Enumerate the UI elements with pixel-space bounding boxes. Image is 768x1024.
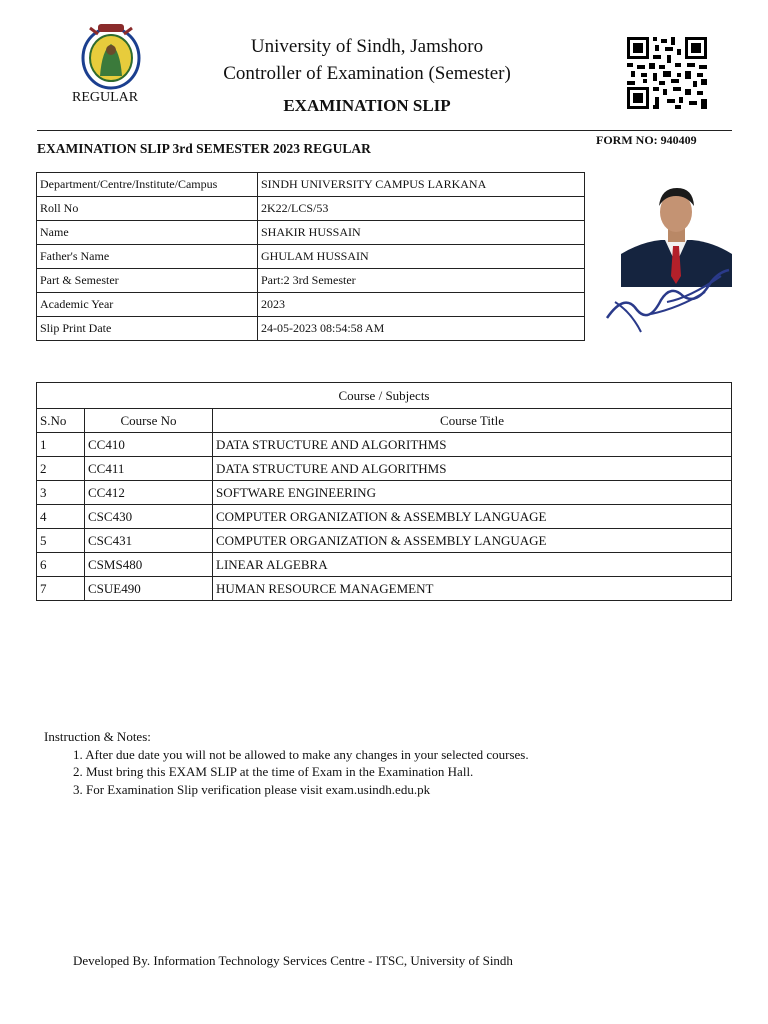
- footer-credit: Developed By. Information Technology Services Centre - ITSC, University of Sindh: [73, 953, 513, 968]
- info-row: [37, 221, 585, 245]
- course-sno: 1: [37, 433, 85, 457]
- course-row: [37, 553, 732, 577]
- controller-title: Controller of Examination (Semester): [223, 63, 511, 84]
- header-sno: S.No: [37, 409, 85, 433]
- info-label: Slip Print Date: [37, 317, 258, 341]
- course-number: CC411: [85, 457, 213, 481]
- course-title: COMPUTER ORGANIZATION & ASSEMBLY LANGUAGE: [213, 505, 732, 529]
- info-row: [37, 269, 585, 293]
- course-title: LINEAR ALGEBRA: [213, 553, 732, 577]
- course-title: HUMAN RESOURCE MANAGEMENT: [213, 577, 732, 601]
- course-title: SOFTWARE ENGINEERING: [213, 481, 732, 505]
- instruction-item: 2. Must bring this EXAM SLIP at the time of Exam in the Examination Hall.: [73, 764, 474, 779]
- info-label: Department/Centre/Institute/Campus: [37, 173, 258, 197]
- course-number: CC412: [85, 481, 213, 505]
- instructions-title: Instruction & Notes:: [44, 729, 151, 744]
- course-row: [37, 577, 732, 601]
- course-title: DATA STRUCTURE AND ALGORITHMS: [213, 457, 732, 481]
- info-row: [37, 197, 585, 221]
- instruction-item: 1. After due date you will not be allowed to make any changes in your selected courses.: [73, 746, 529, 762]
- course-number: CSMS480: [85, 553, 213, 577]
- instructions: [44, 728, 529, 798]
- info-label: Roll No: [37, 197, 258, 221]
- course-row: [37, 529, 732, 553]
- course-title: DATA STRUCTURE AND ALGORITHMS: [213, 433, 732, 457]
- course-sno: 3: [37, 481, 85, 505]
- info-row: [37, 293, 585, 317]
- university-name: University of Sindh, Jamshoro: [250, 36, 484, 57]
- info-value: SHAKIR HUSSAIN: [258, 221, 585, 245]
- university-logo: [78, 20, 144, 90]
- course-sno: 5: [37, 529, 85, 553]
- qr-code: [627, 37, 707, 109]
- course-sno: 2: [37, 457, 85, 481]
- course-number: CSUE490: [85, 577, 213, 601]
- header-course-no: Course No: [85, 409, 213, 433]
- info-label: Academic Year: [37, 293, 258, 317]
- course-sno: 7: [37, 577, 85, 601]
- info-row: [37, 245, 585, 269]
- courses-table: [36, 382, 732, 601]
- student-info-table: [36, 172, 585, 341]
- header-course-title: Course Title: [213, 409, 732, 433]
- info-label: Part & Semester: [37, 269, 258, 293]
- course-row: [37, 457, 732, 481]
- logo-caption: REGULAR: [72, 90, 139, 105]
- info-row: [37, 317, 585, 341]
- course-number: CSC430: [85, 505, 213, 529]
- slip-subtitle: EXAMINATION SLIP 3rd SEMESTER 2023 REGULAR: [37, 141, 371, 156]
- course-sno: 6: [37, 553, 85, 577]
- course-title: COMPUTER ORGANIZATION & ASSEMBLY LANGUAGE: [213, 529, 732, 553]
- info-value: Part:2 3rd Semester: [258, 269, 585, 293]
- page-title: EXAMINATION SLIP: [283, 96, 451, 115]
- course-row: [37, 505, 732, 529]
- course-row: [37, 481, 732, 505]
- info-value: GHULAM HUSSAIN: [258, 245, 585, 269]
- info-value: 2023: [258, 293, 585, 317]
- info-label: Father's Name: [37, 245, 258, 269]
- info-label: Name: [37, 221, 258, 245]
- course-row: [37, 433, 732, 457]
- info-row: [37, 173, 585, 197]
- info-value: 2K22/LCS/53: [258, 197, 585, 221]
- instruction-item: 3. For Examination Slip verification please visit exam.usindh.edu.pk: [73, 781, 431, 797]
- form-number: FORM NO: 940409: [596, 133, 697, 147]
- info-value: 24-05-2023 08:54:58 AM: [258, 317, 585, 341]
- course-number: CSC431: [85, 529, 213, 553]
- course-number: CC410: [85, 433, 213, 457]
- info-value: SINDH UNIVERSITY CAMPUS LARKANA: [258, 173, 585, 197]
- course-sno: 4: [37, 505, 85, 529]
- header-divider: [37, 130, 732, 131]
- signature: [601, 262, 733, 336]
- courses-caption: Course / Subjects: [37, 383, 732, 409]
